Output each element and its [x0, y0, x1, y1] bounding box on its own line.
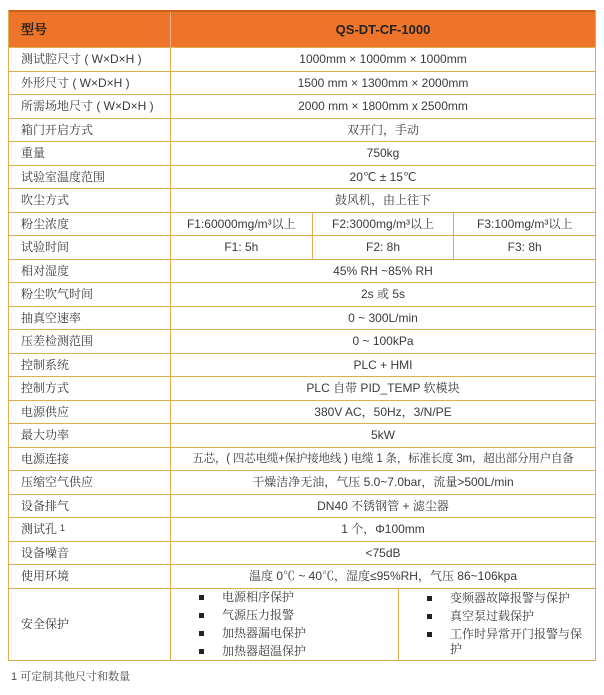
row-value: 2000 mm × 1800mm x 2500mm: [298, 99, 468, 114]
row-label: 外形尺寸 ( W×D×H ): [9, 72, 171, 95]
square-bullet-icon: [199, 595, 204, 600]
row-value: 2s 或 5s: [360, 287, 406, 302]
row-value: 1 个，Φ100mm: [341, 522, 425, 537]
spec-row-lab-temp-range: [9, 165, 595, 189]
row-value: 温度 0℃ ~ 40℃，湿度≤95%RH，气压 86~106kpa: [248, 569, 518, 584]
model-value: QS-DT-CF-1000: [335, 21, 431, 37]
spec-row-power-connection: [9, 447, 595, 471]
bullet-item: [171, 588, 398, 606]
spec-row-pressure-diff-range: [9, 329, 595, 353]
square-bullet-icon: [427, 596, 432, 601]
row-value: 0 ~ 100kPa: [352, 334, 414, 349]
row-label: 电源供应: [9, 401, 171, 424]
row-value: 20℃ ± 15℃: [349, 169, 417, 184]
row-label: 设备排气: [9, 495, 171, 518]
row-value: 5kW: [371, 428, 395, 443]
row-value: 1500 mm × 1300mm × 2000mm: [297, 75, 469, 90]
square-bullet-icon: [199, 631, 204, 636]
row-value: 双开门，手动: [346, 122, 419, 137]
row-label: 箱门开启方式: [9, 119, 171, 142]
bullet-text: 真空泵过载保护: [450, 609, 535, 623]
bullet-text: 气源压力报警: [222, 607, 295, 622]
row-value-f1: F1: 5h: [171, 236, 313, 259]
bullet-item: [171, 624, 398, 642]
row-label: 粉尘吹气时间: [9, 283, 171, 306]
row-label: 测试腔尺寸 ( W×D×H ): [9, 48, 171, 71]
row-label: 吹尘方式: [9, 189, 171, 212]
header-row: [9, 10, 595, 47]
square-bullet-icon: [199, 649, 204, 654]
spec-row-door-opening: [9, 118, 595, 142]
row-label-text: 测试孔: [21, 522, 58, 537]
row-value-f3: F3: 8h: [507, 240, 542, 255]
footnote: 1 可定制其他尺寸和数量: [11, 671, 131, 683]
bullet-item: [399, 608, 595, 626]
row-label: 试验时间: [9, 236, 171, 259]
row-label: 试验室温度范围: [9, 166, 171, 189]
spec-row-dust-blow-time: [9, 282, 595, 306]
row-value: 750kg: [366, 146, 400, 161]
bullet-item: [399, 590, 595, 608]
row-value: 0 ~ 300L/min: [348, 310, 418, 325]
spec-row-test-time: [9, 235, 595, 259]
spec-row-equipment-noise: [9, 541, 595, 565]
bullet-text: 工作时异常开门报警与保护: [450, 627, 583, 656]
spec-row-max-power: [9, 423, 595, 447]
row-label: 压差检测范围: [9, 330, 171, 353]
model-label: 型号: [9, 12, 171, 47]
square-bullet-icon: [427, 614, 432, 619]
row-value: 五芯，( 四芯电缆+保护接地线 ) 电缆 1 条，标准长度 3m，超出部分用户自备: [192, 452, 574, 465]
bullet-text: 电源相序保护: [222, 589, 295, 604]
spec-row-operating-environment: [9, 564, 595, 588]
spec-row-dust-blowing-method: [9, 188, 595, 212]
row-label: 抽真空速率: [9, 307, 171, 330]
row-value: DN40 不锈钢管 + 滤尘器: [317, 498, 449, 513]
bullet-item: [171, 606, 398, 624]
spec-row-weight: [9, 141, 595, 165]
row-label: 设备噪音: [9, 542, 171, 565]
row-label: 电源连接: [9, 448, 171, 471]
row-value: 鼓风机，由上往下: [334, 193, 431, 208]
spec-row-dust-concentration: [9, 212, 595, 236]
row-label: 控制方式: [9, 377, 171, 400]
row-value: PLC 自带 PID_TEMP 软模块: [306, 381, 460, 396]
spec-row-equipment-exhaust: [9, 494, 595, 518]
row-label: 所需场地尺寸 ( W×D×H ): [9, 95, 171, 118]
row-value: 380V AC，50Hz，3/N/PE: [314, 404, 452, 419]
spec-row-site-size: [9, 94, 595, 118]
spec-row-test-hole: [9, 517, 595, 541]
row-label: 相对湿度: [9, 260, 171, 283]
row-value-f1: F1:60000mg/m³以上: [171, 213, 313, 236]
spec-row-power-supply: [9, 400, 595, 424]
row-value: PLC + HMI: [353, 357, 413, 372]
row-label: 安全保护: [9, 589, 171, 660]
square-bullet-icon: [427, 632, 432, 637]
footnote-ref: 1: [60, 523, 66, 534]
bullet-text: 加热器超温保护: [222, 643, 307, 658]
row-label: 控制系统: [9, 354, 171, 377]
row-label: [9, 518, 171, 541]
row-value: 1000mm × 1000mm × 1000mm: [299, 52, 467, 67]
row-label: 最大功率: [9, 424, 171, 447]
row-label: 压缩空气供应: [9, 471, 171, 494]
spec-row-control-system: [9, 353, 595, 377]
spec-row-overall-size: [9, 71, 595, 95]
bullet-text: 加热器漏电保护: [222, 625, 307, 640]
row-label: 使用环境: [9, 565, 171, 588]
spec-row-test-chamber-size: [9, 47, 595, 71]
row-label: 重量: [9, 142, 171, 165]
spec-row-control-method: [9, 376, 595, 400]
bullet-text: 变频器故障报警与保护: [450, 591, 571, 605]
row-value-f2: F2: 8h: [313, 236, 455, 259]
square-bullet-icon: [199, 613, 204, 618]
spec-table: [8, 10, 596, 661]
safety-bullet-list-right: [399, 589, 595, 660]
row-value-f3: F3:100mg/m³以上: [477, 216, 573, 231]
bullet-item: [399, 626, 595, 659]
bullet-item: [171, 642, 398, 660]
spec-row-safety-protection: [9, 588, 595, 660]
row-label: 粉尘浓度: [9, 213, 171, 236]
spec-row-compressed-air-supply: [9, 470, 595, 494]
spec-row-vacuum-rate: [9, 306, 595, 330]
row-value: <75dB: [365, 545, 401, 560]
safety-bullet-list-left: [171, 589, 399, 660]
row-value: 45% RH ~85% RH: [333, 263, 433, 278]
row-value: 干燥洁净无油，气压 5.0~7.0bar，流量>500L/min: [252, 475, 514, 490]
spec-row-relative-humidity: [9, 259, 595, 283]
row-value-f2: F2:3000mg/m³以上: [313, 213, 455, 236]
